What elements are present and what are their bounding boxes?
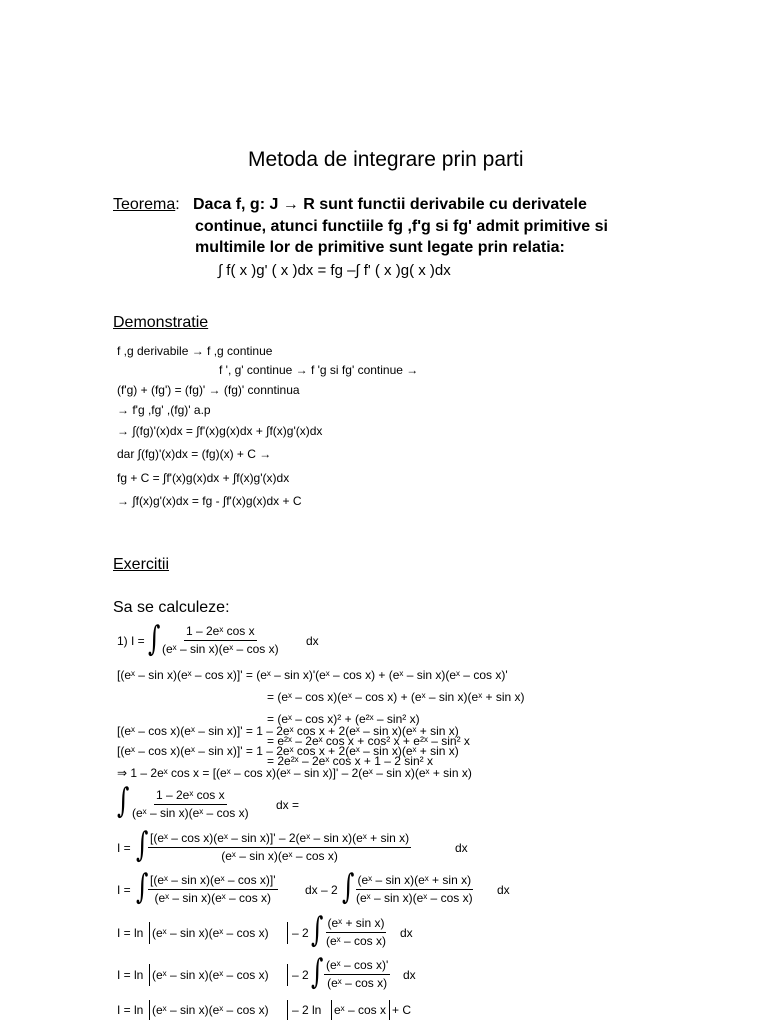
theorem-line-3: multimile lor de primitive sunt legate prin relatia: [195,239,565,256]
step-f-abs: (eˣ – sin x)(eˣ – cos x) [152,1003,269,1017]
integral-icon: ∫ [311,910,324,950]
step-b-fraction: $\frac{\text{[(eˣ – cos x)(eˣ – sin x)]' – 2(eˣ – sin x)(eˣ + sin x)}}{\text{(eˣ – sin x)(eˣ – cos x)}}$ [150,831,410,863]
abs-bar-left [149,922,150,944]
integral-icon: ∫ [342,867,355,907]
step-d-mid: – 2 [292,926,309,940]
proof-line-8: → ∫f(x)g'(x)dx = fg - ∫f'(x)g(x)dx + C [117,494,302,508]
deriv-line-6: [(eˣ – cos x)(eˣ – sin x)]' = 1 – 2eˣ cos x + 2(eˣ – sin x)(eˣ + sin x) [117,744,459,758]
proof-line-2: f ', g' continue → f 'g si fg' continue → [219,363,419,377]
integral-icon: ∫ [136,825,149,865]
integral-icon: ∫ [117,781,130,821]
step-d-lhs: I = ln [117,926,144,940]
deriv-line-2: = (eˣ – cos x)(eˣ – cos x) + (eˣ – sin x)(eˣ + sin x) [267,690,525,704]
abs-bar-right [287,964,288,986]
abs-bar-left [331,1000,332,1020]
step-a-tail: dx = [276,798,300,812]
step-d-abs: (eˣ – sin x)(eˣ – cos x) [152,926,269,940]
page-title: Metoda de integrare prin parti [248,148,524,171]
integral-icon: ∫ [136,867,149,907]
proof-line-3: (f'g) + (fg') = (fg)' → (fg)' conntinua [117,383,300,397]
ex1-lhs: 1) I = [117,634,145,648]
abs-bar-right [287,922,288,944]
step-e-fraction: $\frac{\text{(eˣ – cos x)'}}{\text{(eˣ – cos x)}}$ [326,958,389,990]
theorem-line-1: Daca f, g: J → R sunt functii derivabile cu derivatele [193,196,587,213]
theorem-line-2: continue, atunci functiile fg ,f'g si fg' admit primitive si [195,218,608,235]
step-f-tail: + C [392,1003,412,1017]
ex1-fraction: $\frac{\text{1 – 2eˣ cos x}}{\text{(eˣ – sin x)(eˣ – cos x)}}$ [162,624,279,656]
step-e-mid: – 2 [292,968,309,982]
deriv-line-7: = 2e²ˣ – 2eˣ cos x + 1 – 2 sin² x [267,754,433,768]
step-b-tail: dx [455,841,468,855]
step-e-lhs: I = ln [117,968,144,982]
step-d-tail: dx [400,926,413,940]
step-a-fraction: $\frac{\text{1 – 2eˣ cos x}}{\text{(eˣ – sin x)(eˣ – cos x)}}$ [132,788,249,820]
theorem-label: Teorema: [113,196,180,213]
exercises-prompt: Sa se calculeze: [113,599,230,616]
integral-icon: ∫ [148,619,161,659]
step-c-fraction-1: $\frac{\text{[(eˣ – sin x)(eˣ – cos x)]'}}{\text{(eˣ – sin x)(eˣ – cos x)}}$ [150,873,276,905]
ex1-dx: dx [306,634,319,648]
step-c-mid: dx – 2 [305,883,338,897]
proof-line-1: f ,g derivabile → f ,g continue [117,344,273,358]
step-e-tail: dx [403,968,416,982]
step-f-mid: – 2 ln [292,1003,322,1017]
step-f-lhs: I = ln [117,1003,144,1017]
step-c-tail: dx [497,883,510,897]
step-b-lhs: I = [117,841,131,855]
deriv-line-5: = e²ˣ – 2eˣ cos x + cos² x + e²ˣ – sin² x [267,734,470,748]
exercises-heading: Exercitii [113,556,170,573]
integral-icon: ∫ [311,952,324,992]
step-f-abs2: eˣ – cos x [334,1003,386,1017]
deriv-line-3: = (eˣ – cos x)² + (e²ˣ – sin² x) [267,712,420,726]
deriv-line-1: [(eˣ – sin x)(eˣ – cos x)]' = (eˣ – sin x)'(eˣ – cos x) + (eˣ – sin x)(eˣ – cos x)' [117,668,508,682]
step-c-fraction-2: $\frac{\text{(eˣ – sin x)(eˣ + sin x)}}{\text{(eˣ – sin x)(eˣ – cos x)}}$ [356,873,473,905]
proof-line-7: fg + C = ∫f'(x)g(x)dx + ∫f(x)g'(x)dx [117,471,290,485]
abs-bar-left [149,1000,150,1020]
proof-heading: Demonstratie [113,314,209,331]
step-d-fraction: $\frac{\text{(eˣ + sin x)}}{\text{(eˣ – cos x)}}$ [326,916,386,948]
deriv-line-4: [(eˣ – cos x)(eˣ – sin x)]' = 1 – 2eˣ cos x + 2(eˣ – sin x)(eˣ + sin x) [117,724,459,738]
abs-bar-right [287,1000,288,1020]
step-e-abs: (eˣ – sin x)(eˣ – cos x) [152,968,269,982]
abs-bar-left [149,964,150,986]
abs-bar-right [389,1000,390,1020]
theorem-formula: ∫ f( x )g' ( x )dx = fg –∫ f' ( x )g( x )dx [218,262,451,279]
proof-line-5: → ∫(fg)'(x)dx = ∫f'(x)g(x)dx + ∫f(x)g'(x)dx [117,424,323,438]
deriv-line-8: ⇒ 1 – 2eˣ cos x = [(eˣ – cos x)(eˣ – sin x)]' – 2(eˣ – sin x)(eˣ + sin x) [117,766,472,780]
step-c-lhs: I = [117,883,131,897]
proof-line-4: → f'g ,fg' ,(fg)' a.p [117,403,211,417]
proof-line-6: dar ∫(fg)'(x)dx = (fg)(x) + C → [117,447,272,461]
